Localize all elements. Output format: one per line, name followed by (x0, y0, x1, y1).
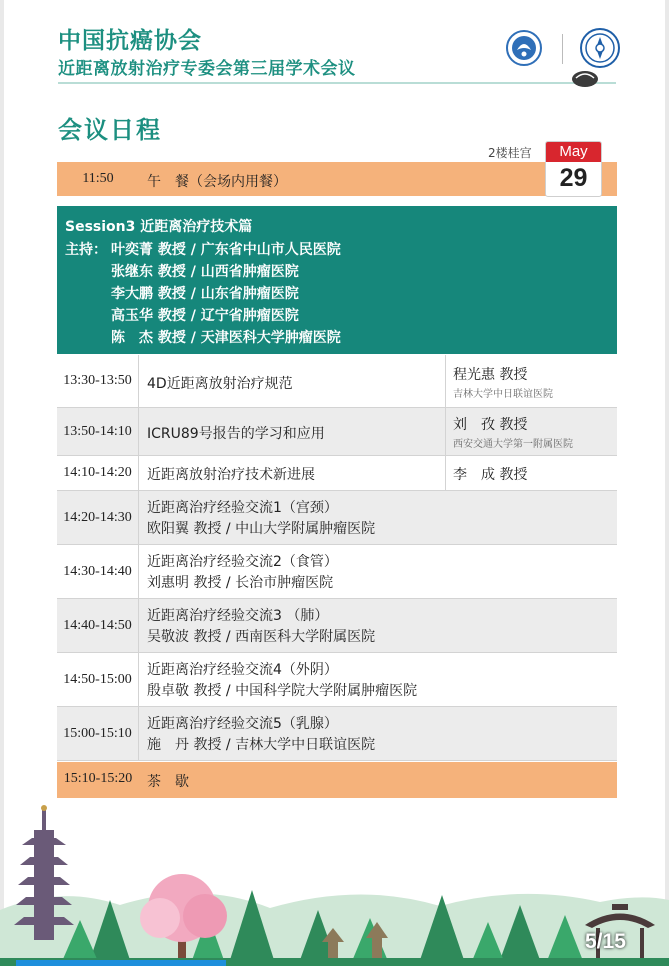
talk-title: ICRU89号报告的学习和应用 (147, 426, 325, 442)
session-header (57, 206, 617, 354)
lunch-row (57, 162, 617, 196)
talk-title: 近距离治疗经验交流2（食管） (147, 554, 338, 570)
talk-time: 14:20-14:30 (57, 491, 139, 544)
table-row (57, 599, 617, 653)
talk-title: 近距离治疗经验交流4（外阴） (147, 662, 338, 678)
talk-time: 15:00-15:10 (57, 707, 139, 760)
speaker-affiliation: 西安交通大学第一附属医院 (453, 439, 573, 450)
page-indicator: 5/15 (585, 930, 626, 953)
moderator-item: 陈 杰 教授 / 天津医科大学肿瘤医院 (111, 330, 341, 346)
schedule-title: 会议日程 (58, 116, 162, 144)
table-row (57, 653, 617, 707)
schedule-table (57, 355, 617, 761)
lunch-time: 11:50 (82, 171, 114, 186)
moderator-item: 叶奕菁 教授 / 广东省中山市人民医院 (111, 242, 341, 258)
talk-speaker: 欧阳翼 教授 / 中山大学附属肿瘤医院 (147, 521, 376, 537)
talk-title: 近距离治疗经验交流1（宫颈） (147, 500, 338, 516)
crane-ornament-icon (570, 66, 600, 88)
speaker-name: 刘 孜 教授 (453, 417, 528, 433)
talk-speaker: 施 丹 教授 / 吉林大学中日联谊医院 (147, 737, 376, 753)
calendar-month: May (546, 142, 601, 162)
talk-title: 4D近距离放射治疗规范 (147, 376, 293, 392)
moderator-item: 张继东 教授 / 山西省肿瘤医院 (111, 264, 299, 280)
session-title: Session3 近距离治疗技术篇 (65, 219, 253, 235)
talk-title: 近距离治疗经验交流5（乳腺） (147, 716, 338, 732)
chair-label: 主持： (65, 242, 107, 258)
moderator-item: 高玉华 教授 / 辽宁省肿瘤医院 (111, 308, 299, 324)
talk-speaker: 殷卓敬 教授 / 中国科学院大学附属肿瘤医院 (147, 683, 418, 699)
break-title: 茶 歇 (147, 774, 189, 790)
talk-time: 13:30-13:50 (57, 355, 139, 407)
table-row (57, 408, 617, 456)
speaker-cell (445, 456, 617, 490)
moderator-item: 李大鹏 教授 / 山东省肿瘤医院 (111, 286, 299, 302)
table-row (57, 707, 617, 761)
org-title: 中国抗癌协会 (58, 28, 202, 54)
talk-title: 近距离治疗经验交流3 （肺） (147, 608, 329, 624)
scenery-illustration (0, 790, 669, 966)
talk-time: 14:10-14:20 (57, 456, 139, 490)
speaker-affiliation: 吉林大学中日联谊医院 (453, 389, 553, 400)
association-logo-icon (506, 30, 542, 66)
talk-time: 14:30-14:40 (57, 545, 139, 598)
venue-label: 2楼桂宫 (488, 146, 532, 160)
speaker-name: 李 成 教授 (453, 467, 528, 483)
talk-title: 近距离放射治疗技术新进展 (147, 467, 315, 483)
break-time: 15:10-15:20 (63, 771, 133, 786)
table-row (57, 545, 617, 599)
table-row (57, 491, 617, 545)
lunch-title: 午 餐（会场内用餐） (147, 174, 287, 190)
talk-time: 14:40-14:50 (57, 599, 139, 652)
speaker-name: 程光惠 教授 (453, 367, 528, 383)
talk-time: 14:50-15:00 (57, 653, 139, 706)
society-emblem-icon (580, 28, 620, 68)
talk-speaker: 吴敬波 教授 / 西南医科大学附属医院 (147, 629, 376, 645)
table-row (57, 456, 617, 491)
logo-separator (562, 34, 563, 64)
header-divider (58, 82, 616, 84)
speaker-cell (445, 355, 617, 407)
table-row (57, 355, 617, 408)
speaker-cell (445, 408, 617, 455)
calendar-day: 29 (559, 164, 588, 192)
conference-title: 近距离放射治疗专委会第三届学术会议 (58, 59, 356, 79)
talk-speaker: 刘惠明 教授 / 长治市肿瘤医院 (147, 575, 334, 591)
talk-time: 13:50-14:10 (57, 408, 139, 455)
progress-bar (16, 960, 226, 966)
date-calendar-icon (545, 141, 602, 197)
